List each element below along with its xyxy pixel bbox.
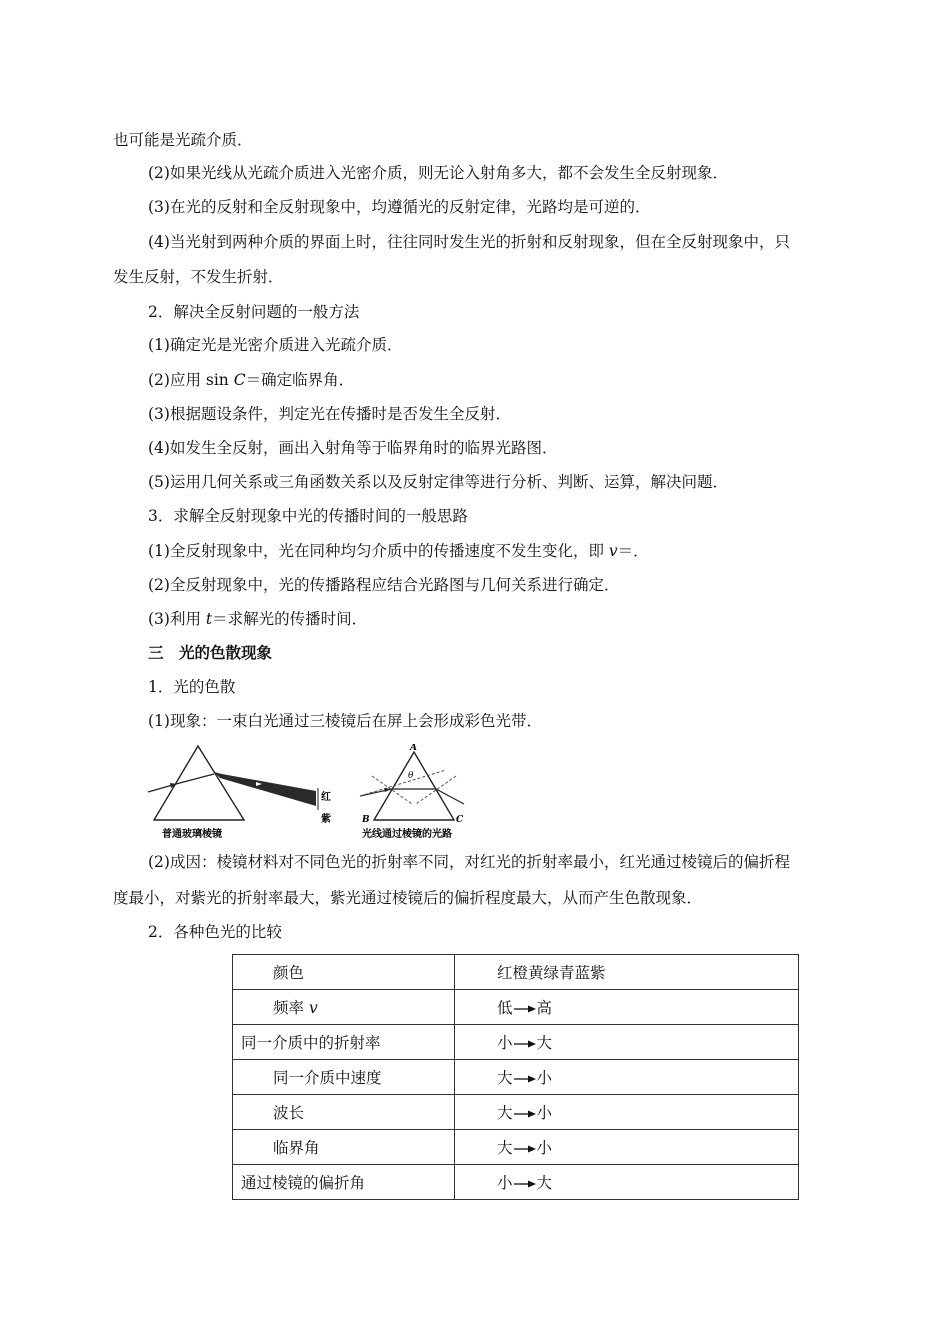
table-row [233, 955, 799, 990]
table-cell-value [455, 1060, 799, 1095]
range-from: 低 [497, 999, 513, 1017]
arrow-right-icon [513, 1179, 537, 1189]
text-line: (4)当光射到两种介质的界面上时，往往同时发生光的折射和反射现象，但在全反射现象中，只 [148, 233, 790, 251]
text-line: (2)成因：棱镜材料对不同色光的折射率不同，对红光的折射率最小，红光通过棱镜后的偏折程 [148, 853, 790, 871]
table-row [233, 1130, 799, 1165]
angle-label: θ [408, 771, 414, 781]
text-line: (2)如果光线从光疏介质进入光密介质，则无论入射角多大，都不会发生全反射现象． [148, 164, 728, 182]
text-line: 发生反射，不发生折射． [113, 268, 284, 286]
text-line: (2)全反射现象中，光的传播路程应结合光路图与几何关系进行确定． [148, 576, 620, 594]
range-to: 小 [536, 1069, 553, 1087]
table-cell-label: 同一介质中的折射率 [233, 1025, 455, 1060]
text-line: 度最小，对紫光的折射率最大，紫光通过棱镜后的偏折程度最大，从而产生色散现象． [113, 889, 703, 907]
table-cell-value [455, 1165, 799, 1200]
table-cell-value [455, 1095, 799, 1130]
text-run: (3)利用 [148, 610, 206, 628]
text-run: (1)全反射现象中，光在同种均匀介质中的传播速度不发生变化，即 [148, 542, 609, 560]
vertex-b-label: B [362, 815, 370, 825]
text-line [148, 541, 649, 561]
text-line [148, 609, 367, 629]
table-row [233, 1095, 799, 1130]
text-line: (3)在光的反射和全反射现象中，均遵循光的反射定律，光路均是可逆的． [148, 198, 651, 216]
dispersed-beam [214, 772, 316, 806]
range-from: 大 [497, 1104, 513, 1122]
table-cell-label: 同一介质中速度 [233, 1060, 455, 1095]
range-to: 高 [536, 999, 553, 1017]
refracted-ray [176, 774, 214, 784]
text-line [148, 370, 354, 390]
table-cell-label [233, 990, 455, 1025]
table-cell-label: 临界角 [233, 1130, 455, 1165]
arrow-right-icon [513, 1004, 537, 1014]
variable-v: v [608, 542, 618, 560]
text-line: (4)如发生全反射，画出入射角等于临界角时的临界光路图． [148, 439, 558, 457]
text-run: ＝． [617, 542, 649, 560]
text-run: (2)应用 sin [148, 371, 234, 389]
table-cell-value: 红橙黄绿青蓝紫 [455, 955, 799, 990]
range-from: 小 [497, 1034, 513, 1052]
left-caption: 普通玻璃棱镜 [162, 829, 222, 840]
section-heading: 2．各种色光的比较 [148, 923, 282, 941]
text-line: (1)确定光是光密介质进入光疏介质． [148, 336, 403, 354]
table-row [233, 990, 799, 1025]
text-line: 也可能是光疏介质． [113, 131, 253, 149]
arrow-right-icon [513, 1039, 537, 1049]
vertex-a-label: A [410, 744, 417, 753]
table-cell-label: 波长 [233, 1095, 455, 1130]
right-caption: 光线通过棱镜的光路 [362, 829, 452, 840]
arrow-right-icon [513, 1109, 537, 1119]
glass-prism-diagram [148, 746, 331, 840]
text-run: ＝确定临界角． [245, 371, 355, 389]
table-row [233, 1025, 799, 1060]
prism-figure [146, 744, 476, 844]
table-cell-value [455, 1130, 799, 1165]
table-row [233, 1060, 799, 1095]
text-run: ＝求解光的传播时间． [212, 610, 368, 628]
section-heading: 3．求解全反射现象中光的传播时间的一般思路 [148, 507, 468, 525]
range-from: 小 [497, 1174, 513, 1192]
section-heading: 1．光的色散 [148, 678, 236, 696]
vertex-c-label: C [456, 815, 464, 825]
text-line: (5)运用几何关系或三角函数关系以及反射定律等进行分析、判断、运算，解决问题． [148, 473, 728, 491]
violet-label: 紫 [321, 814, 331, 825]
text-line: (1)现象：一束白光通过三棱镜后在屏上会形成彩色光带． [148, 712, 542, 730]
arrow-right-icon [513, 1074, 537, 1084]
section-title: 三 光的色散现象 [148, 643, 273, 662]
variable-c: C [233, 371, 246, 389]
range-to: 小 [536, 1104, 553, 1122]
variable-t: t [205, 610, 213, 628]
range-from: 大 [497, 1139, 513, 1157]
section-heading: 2．解决全反射问题的一般方法 [148, 303, 360, 321]
table-cell-label: 通过棱镜的偏折角 [233, 1165, 455, 1200]
range-to: 大 [536, 1174, 553, 1192]
red-label: 红 [321, 792, 331, 803]
variable-v: v [308, 999, 318, 1017]
light-path-diagram [360, 744, 464, 840]
table-cell-value [455, 990, 799, 1025]
range-from: 大 [497, 1069, 513, 1087]
range-to: 大 [536, 1034, 553, 1052]
prism-triangle [154, 746, 244, 820]
text-line: (3)根据题设条件，判定光在传播时是否发生全反射． [148, 405, 511, 423]
color-comparison-table [232, 954, 799, 1200]
table-cell-label: 颜色 [233, 955, 455, 990]
row-label: 频率 [273, 999, 309, 1017]
table-cell-value [455, 1025, 799, 1060]
table-row [233, 1165, 799, 1200]
arrow-right-icon [513, 1144, 537, 1154]
range-to: 小 [536, 1139, 553, 1157]
